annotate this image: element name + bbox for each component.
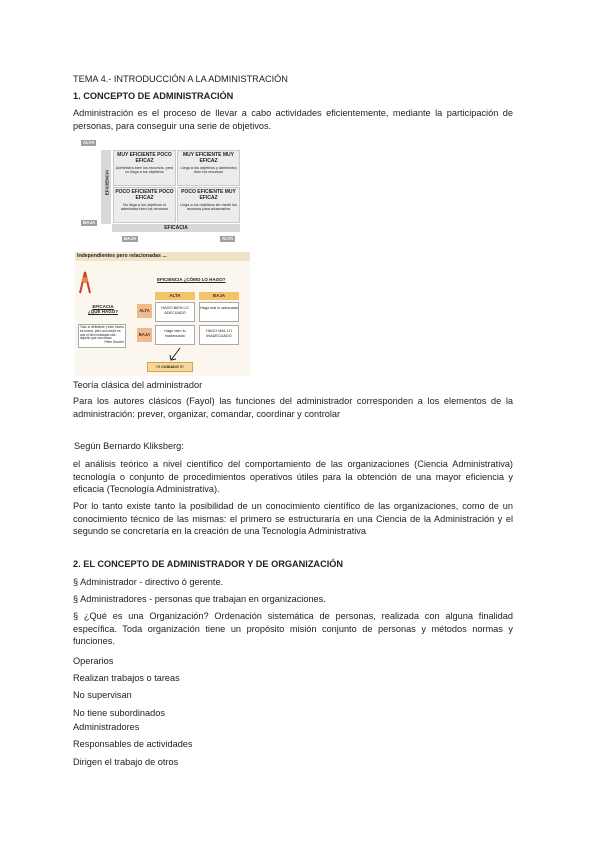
matrix-cell-bottom-left [113,187,176,223]
row-baja: BAJA [137,328,152,342]
cell-desc: No llega a los objetivos ni administra bien los recursos [120,203,169,212]
bullet-administradores: § Administradores - personas que trabajan en organizaciones. [73,594,326,604]
efficiency-efficacy-matrix [78,138,242,244]
cell-title: POCO EFICIENTE POCO EFICAZ [115,189,174,201]
cell-baja-baja: HAGO MAL LO INADECUADO [199,325,239,345]
matrix-cell-bottom-right [177,187,240,223]
independent-related-figure [75,252,250,376]
list-no-supervisan: No supervisan [73,690,132,700]
bullet-administrador: § Administrador - directivo ó gerente. [73,577,224,587]
eficacia-label: EFICACIA ¿QUÉ HAGO? [88,304,118,314]
classic-theory-title: Teoría clásica del administrador [73,380,203,390]
definition-paragraph: Administración es el proceso de llevar a cabo actividades eficientemente, mediante la participación de personas, para conseguir una serie de objetivos. [73,108,513,131]
classic-theory-paragraph: Para los autores clásicos (Fayol) las funciones del administrador corresponden a los elementos de la administración: prever, organizar, comandar, coordinar y controlar [73,396,513,419]
eficiencia-label: EFICIENCIA ¿CÓMO LO HAGO? [157,277,226,282]
cell-alta-alta: HAGO BIEN LO ADECUADO [155,302,195,322]
baja-horizontal-tag: BAJA [124,236,137,241]
column-alta: ALTA [155,292,195,300]
topic-title: TEMA 4.- INTRODUCCIÓN A LA ADMINISTRACIÓN [73,74,288,84]
figure2-header: Independientes pero relacionadas ... [75,252,250,261]
row-alta: ALTA [137,304,152,318]
caution-badge: !!! CUIDADO !!! [147,362,193,372]
alta-vertical-tag: ALTA [83,140,95,145]
cell-title: MUY EFICIENTE POCO EFICAZ [117,152,172,164]
arrow-icon [167,347,183,363]
eficacia-axis-label: EFICACIA [112,224,240,232]
list-operarios: Operarios [73,656,114,666]
alta-horizontal-tag: ALTA [222,236,234,241]
matrix-cell-top-left [113,150,176,186]
section-heading-2: 2. EL CONCEPTO DE ADMINISTRADOR Y DE ORGANIZACIÓN [73,559,344,569]
quote-author: Peter Drucker [104,340,124,345]
cell-desc: Llega a los objetivos sin medir los recursos para alcanzarlos [180,203,237,212]
therefore-paragraph: Por lo tanto existe tanto la posibilidad de un conocimiento científico de las organizaciones, como de un conocimiento técnico de las mismas: el primero se estructuraría en una Ciencia de la Administración y el segundo se concretaría en la creación de una Tecnología Administrativa [73,501,513,537]
list-dirigen: Dirigen el trabajo de otros [73,757,179,767]
baja-vertical-tag: BAJA [83,220,96,225]
cell-desc: Llega a los objetivos y administra bien los recursos [180,166,237,175]
kliksberg-line: Según Bernardo Kliksberg: [74,441,184,451]
bullet-organizacion: § ¿Qué es una Organización? Ordenación sistemática de personas, realizada con alguna finalidad específica. Toda organización tiene un propósito misión conjunto de personas y métodos normas y funciones. [73,611,513,647]
drucker-quote [78,324,126,348]
cell-baja-alta: Hago bien lo inadecuado [155,325,195,345]
quote-text: Todo lo deficiente y bien hecho es bueno, pero aún mejor es que el bien realizado sea aquello que sea eficaz [80,325,124,341]
logo-icon [78,269,92,295]
analysis-paragraph: el análisis teórico a nivel científico del comportamiento de las organizaciones (Ciencia Administrativa) tecnología o conjunto de procedimientos operativos útiles para la obtención de una mayor eficiencia y eficacia (Tecnología Administrativa). [73,459,513,495]
list-realizan: Realizan trabajos o tareas [73,673,180,683]
cell-title: MUY EFICIENTE MUY EFICAZ [182,152,235,164]
list-responsables: Responsables de actividades [73,739,193,749]
eficiencia-axis-label: EFICIENCIA [104,169,110,196]
list-administradores: Administradores [73,722,140,732]
cell-alta-baja: Hago mal lo adecuado [199,302,239,322]
matrix-cell-top-right [177,150,240,186]
eficiencia-axis [101,150,111,224]
column-baja: BAJA [199,292,239,300]
list-no-subordinados: No tiene subordinados [73,708,165,718]
cell-desc: Administra bien los recursos, pero no llega a los objetivos [115,166,174,175]
cell-title: POCO EFICIENTE MUY EFICAZ [181,189,236,201]
section-heading-1: 1. CONCEPTO DE ADMINISTRACIÓN [73,91,234,101]
